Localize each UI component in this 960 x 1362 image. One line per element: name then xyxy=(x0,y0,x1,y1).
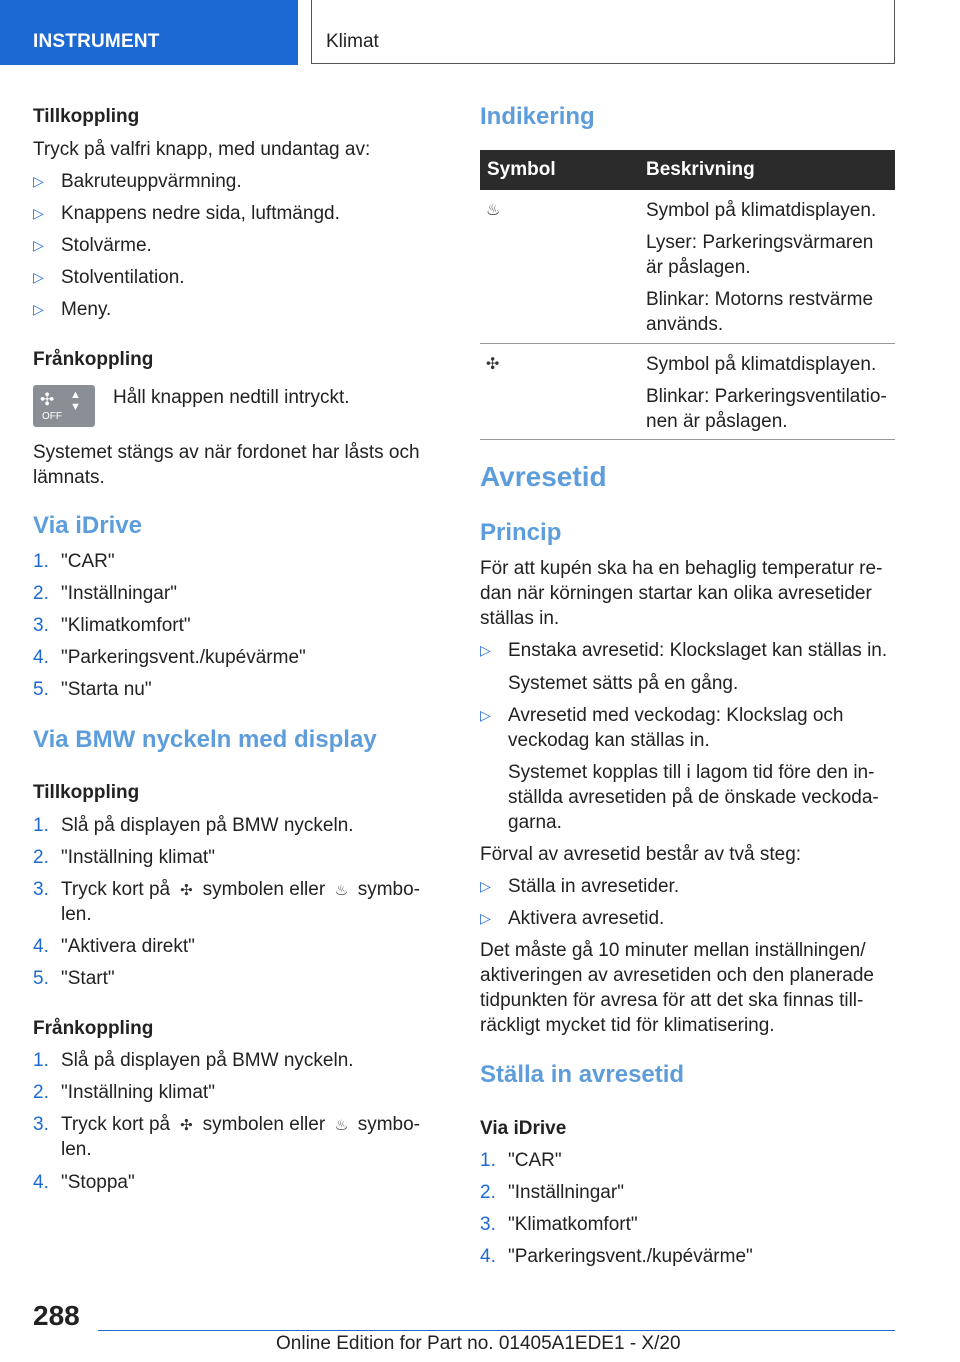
paragraph-line: tidpunkten för avresa för att det ska finnas till- xyxy=(480,990,864,1011)
bullet-icon: ▷ xyxy=(480,642,491,658)
list-item: Stolventilation. xyxy=(61,267,185,288)
paragraph-line: aktiveringen av avresetiden och den planerade xyxy=(480,965,874,986)
step-text: "CAR" xyxy=(61,551,115,572)
paragraph-line: dan när körningen startar kan olika avresetider xyxy=(480,583,872,604)
list-item: Meny. xyxy=(61,299,112,320)
table-cell: används. xyxy=(646,314,724,335)
fan-icon: ✣ xyxy=(486,356,500,373)
fan-icon: ✣ xyxy=(180,882,193,899)
step-text: "Inställningar" xyxy=(61,583,177,604)
list-item: Enstaka avresetid: Klockslaget kan ställas in. xyxy=(508,640,888,661)
table-cell: nen är påslagen. xyxy=(646,411,788,432)
bullet-icon: ▷ xyxy=(33,205,44,221)
list-item-note: Systemet sätts på en gång. xyxy=(508,673,739,694)
section-heading: Ställa in avresetid xyxy=(480,1061,685,1088)
step-text: "Start" xyxy=(61,968,115,989)
bullet-icon: ▷ xyxy=(33,269,44,285)
step-number: 4. xyxy=(33,936,49,957)
step-text: "Inställning klimat" xyxy=(61,1082,215,1103)
step-number: 5. xyxy=(33,679,49,700)
step-number: 1. xyxy=(33,551,49,572)
step-text: "Aktivera direkt" xyxy=(61,936,195,957)
step-number: 3. xyxy=(33,879,49,900)
step-number: 4. xyxy=(480,1246,496,1267)
step-text: Slå på displayen på BMW nyckeln. xyxy=(61,815,354,836)
table-cell: Blinkar: Motorns restvärme xyxy=(646,289,874,310)
paragraph-line: För att kupén ska ha en behaglig temperatur re- xyxy=(480,558,883,579)
step-text: "Parkeringsvent./kupévärme" xyxy=(61,647,306,668)
step-text: "Stoppa" xyxy=(61,1172,135,1193)
subheading: Via iDrive xyxy=(480,1118,567,1139)
bullet-icon: ▷ xyxy=(480,910,491,926)
step-number: 3. xyxy=(480,1214,496,1235)
section-tab xyxy=(0,0,298,65)
paragraph-line: lämnats. xyxy=(33,467,105,488)
step-number: 1. xyxy=(33,815,49,836)
step-text: "Inställning klimat" xyxy=(61,847,215,868)
section-heading: Avresetid xyxy=(480,461,607,492)
subheading: Tillkoppling xyxy=(33,782,140,803)
footer-edition: Online Edition for Part no. 01405A1EDE1 - X/20 xyxy=(276,1333,681,1354)
footer-divider xyxy=(98,1330,895,1331)
step-number: 5. xyxy=(33,968,49,989)
list-item: Knappens nedre sida, luftmängd. xyxy=(61,203,340,224)
section-heading: Indikering xyxy=(480,103,595,130)
step-text: Tryck kort på ✣ symbolen eller ♨ symbo- xyxy=(61,877,420,903)
paragraph-line: ställas in. xyxy=(480,608,560,629)
step-text: "Klimatkomfort" xyxy=(508,1214,638,1235)
step-number: 2. xyxy=(33,847,49,868)
bullet-icon: ▷ xyxy=(33,173,44,189)
subheading: Frånkoppling xyxy=(33,1018,154,1039)
list-item-note: garna. xyxy=(508,812,562,833)
step-text: "Parkeringsvent./kupévärme" xyxy=(508,1246,753,1267)
list-item: Ställa in avresetider. xyxy=(508,876,680,897)
paragraph-line: räckligt mycket tid för klimatisering. xyxy=(480,1015,775,1036)
step-number: 2. xyxy=(480,1182,496,1203)
subheading: Frånkoppling xyxy=(33,349,154,370)
step-text: Tryck kort på ✣ symbolen eller ♨ symbo- xyxy=(61,1112,420,1138)
bullet-icon: ▷ xyxy=(33,301,44,317)
list-item-note: ställda avresetiden på de önskade veckoda- xyxy=(508,787,879,808)
step-number: 2. xyxy=(33,583,49,604)
table-cell: är påslagen. xyxy=(646,257,751,278)
paragraph: Håll knappen nedtill intryckt. xyxy=(113,387,350,408)
page-number: 288 xyxy=(33,1300,80,1331)
heating-icon: ♨ xyxy=(486,202,501,219)
column-header: Beskrivning xyxy=(646,159,755,180)
bullet-icon: ▷ xyxy=(33,237,44,253)
subheading: Tillkoppling xyxy=(33,106,140,127)
table-cell: Lyser: Parkeringsvärmaren xyxy=(646,232,874,253)
step-text: len. xyxy=(61,904,92,925)
paragraph-line: Det måste gå 10 minuter mellan inställningen/ xyxy=(480,940,866,961)
step-text: "Starta nu" xyxy=(61,679,152,700)
step-number: 4. xyxy=(33,1172,49,1193)
step-number: 2. xyxy=(33,1082,49,1103)
table-divider xyxy=(480,343,895,344)
step-text: len. xyxy=(61,1139,92,1160)
bullet-icon: ▷ xyxy=(480,878,491,894)
list-item: Stolvärme. xyxy=(61,235,152,256)
heating-icon: ♨ xyxy=(334,882,349,899)
step-number: 3. xyxy=(33,1114,49,1135)
table-header xyxy=(480,150,895,190)
paragraph-line: Systemet stängs av när fordonet har låsts och xyxy=(33,442,420,463)
chapter-title: Klimat xyxy=(326,31,379,52)
paragraph: Förval av avresetid består av två steg: xyxy=(480,844,802,865)
section-heading: Princip xyxy=(480,519,562,546)
list-item: Avresetid med veckodag: Klockslag och xyxy=(508,705,844,726)
table-cell: Symbol på klimatdisplayen. xyxy=(646,354,877,375)
fan-off-button-image xyxy=(33,385,95,427)
list-item: Aktivera avresetid. xyxy=(508,908,665,929)
list-item-note: Systemet kopplas till i lagom tid före den in- xyxy=(508,762,875,783)
section-title: INSTRUMENT xyxy=(33,31,160,52)
fan-icon: ✣ xyxy=(40,390,55,409)
section-heading: Via iDrive xyxy=(33,512,142,539)
fan-icon: ✣ xyxy=(180,1117,193,1134)
off-label: OFF xyxy=(42,411,62,422)
step-number: 1. xyxy=(33,1050,49,1071)
arrows-icon: ▲ ▼ xyxy=(70,389,81,413)
column-header: Symbol xyxy=(487,159,556,180)
heating-icon: ♨ xyxy=(334,1117,349,1134)
bullet-icon: ▷ xyxy=(480,707,491,723)
paragraph: Tryck på valfri knapp, med undantag av: xyxy=(33,139,371,160)
step-number: 1. xyxy=(480,1150,496,1171)
step-text: "Klimatkomfort" xyxy=(61,615,191,636)
list-item: Bakruteuppvärmning. xyxy=(61,171,242,192)
step-text: "Inställningar" xyxy=(508,1182,624,1203)
table-cell: Symbol på klimatdisplayen. xyxy=(646,200,877,221)
section-heading: Via BMW nyckeln med display xyxy=(33,726,377,753)
step-text: Slå på displayen på BMW nyckeln. xyxy=(61,1050,354,1071)
step-number: 4. xyxy=(33,647,49,668)
table-divider xyxy=(480,439,895,440)
table-cell: Blinkar: Parkeringsventilatio- xyxy=(646,386,887,407)
step-text: "CAR" xyxy=(508,1150,562,1171)
chapter-tab xyxy=(311,0,895,64)
step-number: 3. xyxy=(33,615,49,636)
list-item: veckodag kan ställas in. xyxy=(508,730,710,751)
